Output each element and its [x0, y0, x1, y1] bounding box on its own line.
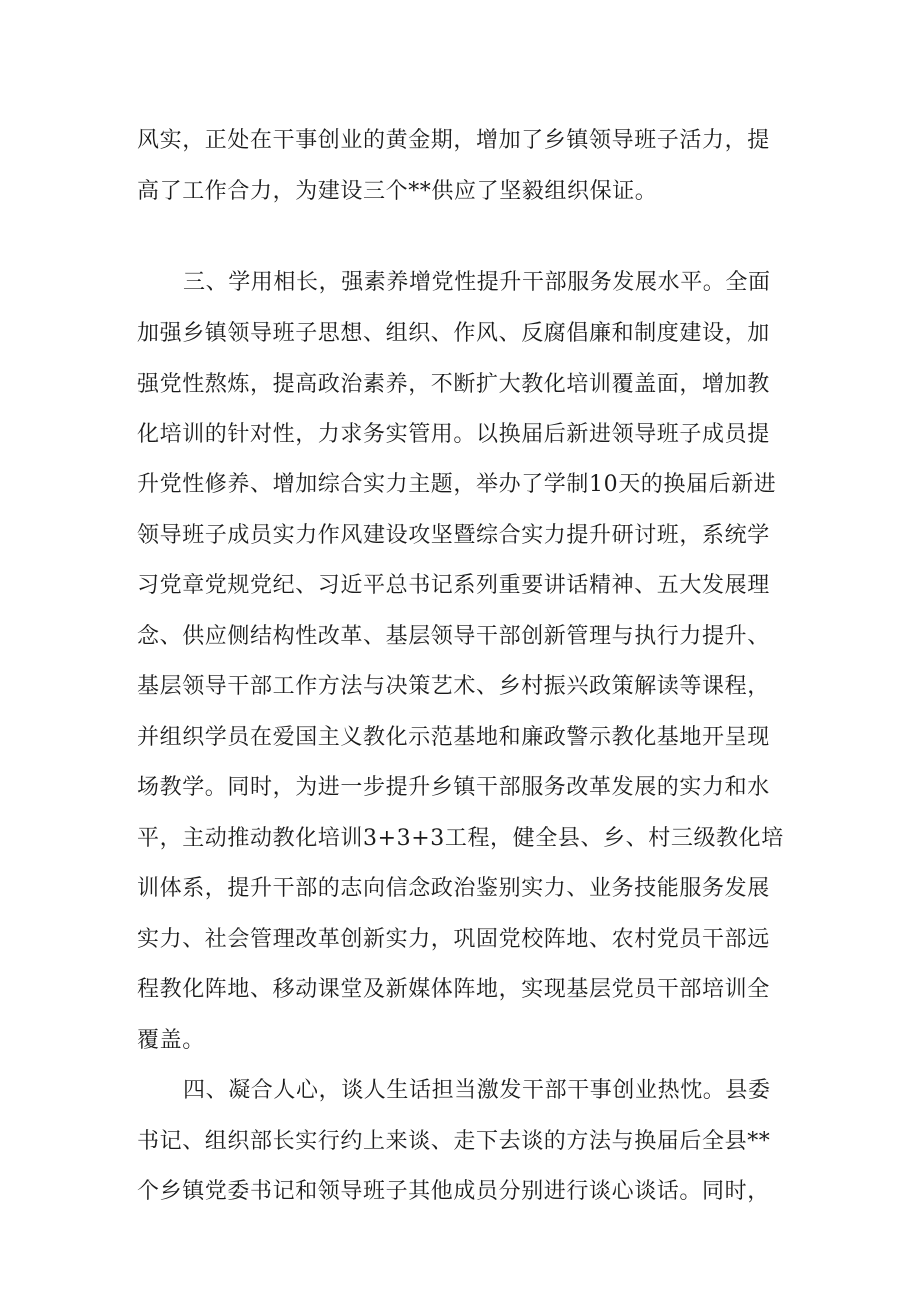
- text-line: 基层领导干部工作方法与决策艺术、乡村振兴政策解读等课程，: [137, 674, 770, 699]
- text-line: 高了工作合力，为建设三个**供应了坚毅组织保证。: [137, 179, 658, 204]
- text-line: 领导班子成员实力作风建设攻坚暨综合实力提升研讨班，系统学: [137, 523, 770, 548]
- text-line: 实力、社会管理改革创新实力，巩固党校阵地、农村党员干部远: [137, 927, 770, 952]
- section-heading-line: 三、学用相长，强素养增党性提升干部服务发展水平。全面: [183, 270, 771, 295]
- text-line: 风实，正处在干事创业的黄金期，增加了乡镇领导班子活力，提: [137, 128, 770, 153]
- text-line: 强党性熬炼，提高政治素养，不断扩大教化培训覆盖面，增加教: [137, 372, 770, 397]
- text-line: 书记、组织部长实行约上来谈、走下去谈的方法与换届后全县**: [137, 1129, 771, 1154]
- text-line: 习党章党规党纪、习近平总书记系列重要讲话精神、五大发展理: [137, 573, 770, 598]
- text-line: 场教学。同时，为进一步提升乡镇干部服务改革发展的实力和水: [137, 775, 770, 800]
- text-line: 覆盖。: [137, 1028, 205, 1053]
- text-line: 念、供应侧结构性改革、基层领导干部创新管理与执行力提升、: [137, 624, 770, 649]
- text-line: 训体系，提升干部的志向信念政治鉴别实力、业务技能服务发展: [137, 876, 770, 901]
- text-line: 并组织学员在爱国主义教化示范基地和廉政警示教化基地开呈现: [137, 725, 770, 750]
- text-line: 加强乡镇领导班子思想、组织、作风、反腐倡廉和制度建设，加: [137, 321, 770, 346]
- text-line: 平，主动推动教化培训3+3+3工程，健全县、乡、村三级教化培: [137, 826, 784, 851]
- text-line: 个乡镇党委书记和领导班子其他成员分别进行谈心谈话。同时，: [137, 1179, 770, 1204]
- text-line: 化培训的针对性，力求务实管用。以换届后新进领导班子成员提: [137, 422, 770, 447]
- text-line: 程教化阵地、移动课堂及新媒体阵地，实现基层党员干部培训全: [137, 977, 770, 1002]
- text-line: 升党性修养、增加综合实力主题，举办了学制10天的换届后新进: [137, 472, 777, 497]
- section-heading-line: 四、凝合人心，谈人生话担当激发干部干事创业热忱。县委: [183, 1078, 771, 1103]
